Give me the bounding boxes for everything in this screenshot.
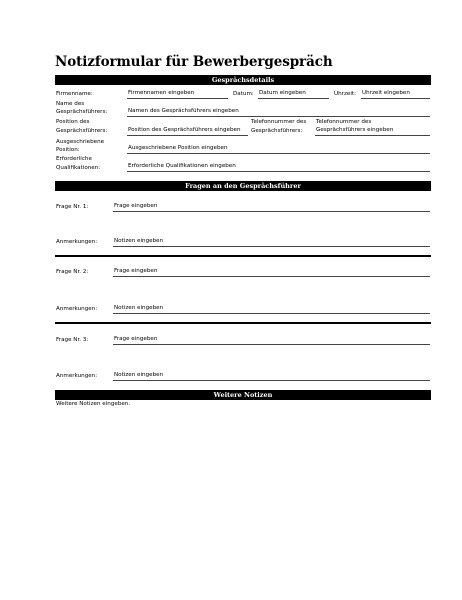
time-label: Uhrzeit: — [334, 91, 356, 97]
question-1-label: Frage Nr. 1: — [56, 204, 89, 210]
company-field[interactable]: Firmennamen eingeben — [127, 90, 228, 99]
interviewer-position-label-line2: Gesprächsführers: — [56, 128, 108, 134]
question-2-divider — [55, 322, 431, 324]
question-2-notes-field[interactable]: Notizen eingeben — [113, 305, 430, 314]
interviewer-position-label-line1: Position des — [56, 119, 90, 125]
job-label-line1: Ausgeschriebene — [56, 139, 105, 145]
date-field[interactable]: Datum eingeben — [258, 90, 329, 99]
phone-field[interactable]: Gesprächsführers eingeben — [315, 127, 430, 136]
question-3-field[interactable]: Frage eingeben — [113, 336, 430, 345]
page-title: Notizformular für Bewerbergespräch — [55, 54, 333, 70]
section-header-further-notes: Weitere Notizen — [55, 390, 431, 400]
question-2-notes-label: Anmerkungen: — [56, 306, 98, 312]
interviewer-name-label-line1: Name des — [56, 101, 85, 107]
question-2-label: Frage Nr. 2: — [56, 269, 89, 275]
qualifications-field[interactable]: Erforderliche Qualifikationen eingeben — [127, 163, 430, 172]
phone-value-line1[interactable]: Telefonnummer des — [316, 119, 372, 125]
section-header-questions: Fragen an den Gesprächsführer — [55, 181, 431, 191]
time-field[interactable]: Uhrzeit eingeben — [361, 90, 430, 99]
question-3-notes-field[interactable]: Notizen eingeben — [113, 372, 430, 381]
phone-label-line1: Telefonnummer des — [251, 119, 307, 125]
job-field[interactable]: Ausgeschriebene Position eingeben — [127, 145, 430, 154]
question-3-label: Frage Nr. 3: — [56, 337, 89, 343]
qualifications-label-line2: Qualifikationen: — [56, 165, 101, 171]
question-3-notes-label: Anmerkungen: — [56, 373, 98, 379]
section-header-details: Gesprächsdetails — [55, 75, 431, 85]
question-1-notes-label: Anmerkungen: — [56, 239, 98, 245]
job-label-line2: Position: — [56, 147, 80, 153]
qualifications-label-line1: Erforderliche — [56, 156, 92, 162]
interviewer-name-label-line2: Gesprächsführers: — [56, 109, 108, 115]
question-1-notes-field[interactable]: Notizen eingeben — [113, 238, 430, 247]
date-label: Datum: — [233, 91, 254, 97]
phone-label-line2: Gesprächsführers: — [251, 128, 303, 134]
interviewer-name-field[interactable]: Namen des Gesprächsführers eingeben — [127, 108, 430, 117]
further-notes-field[interactable]: Weitere Notizen eingeben. — [56, 401, 131, 407]
interviewer-position-field[interactable]: Position des Gesprächsführers eingeben — [127, 127, 248, 136]
company-label: Firmenname: — [56, 91, 93, 97]
question-1-field[interactable]: Frage eingeben — [113, 203, 430, 212]
question-2-field[interactable]: Frage eingeben — [113, 268, 430, 277]
question-1-divider — [55, 255, 431, 257]
